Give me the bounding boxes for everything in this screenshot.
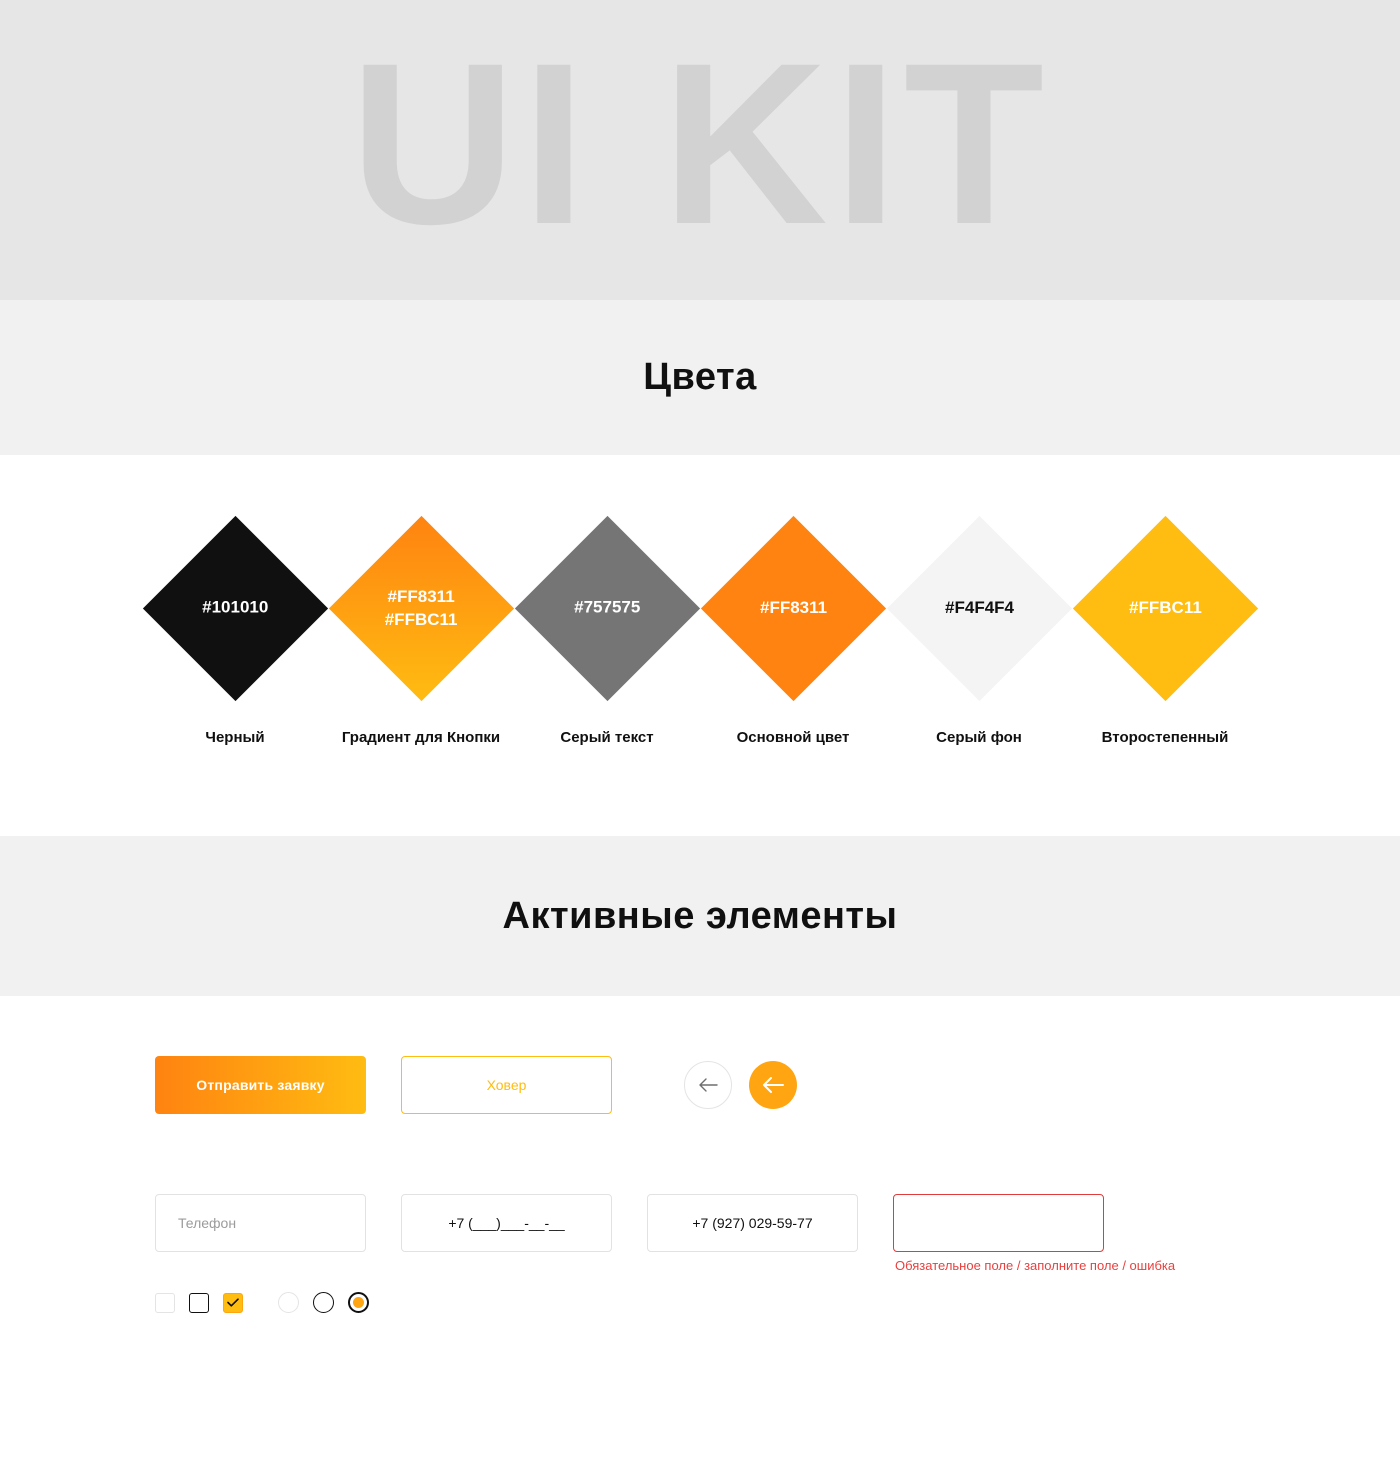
colors-section-header bbox=[0, 300, 1400, 455]
checkbox-unchecked-light[interactable] bbox=[155, 1293, 175, 1313]
diamond-wrap bbox=[1072, 515, 1258, 701]
swatch-name: Серый текст bbox=[560, 729, 654, 746]
diamond-hex-line-2: #FFBC11 bbox=[384, 609, 458, 628]
buttons-row bbox=[0, 1056, 1400, 1114]
circle-buttons-group bbox=[684, 1061, 797, 1109]
diamond-shape bbox=[886, 515, 1071, 700]
mask-field-group bbox=[401, 1194, 612, 1252]
active-elements-block bbox=[0, 996, 1400, 1413]
radio-dot bbox=[353, 1297, 364, 1308]
color-swatch bbox=[328, 515, 514, 746]
filled-field-group bbox=[647, 1194, 858, 1252]
hero-banner bbox=[0, 0, 1400, 300]
controls-row bbox=[0, 1292, 1400, 1313]
inputs-row bbox=[0, 1194, 1400, 1273]
diamond-hex-label: #FF8311 bbox=[759, 597, 827, 617]
error-field-group bbox=[893, 1194, 1176, 1273]
phone-input[interactable] bbox=[155, 1194, 366, 1252]
diamond-hex-label: #FFBC11 bbox=[1128, 597, 1202, 617]
diamond-wrap bbox=[514, 515, 700, 701]
diamond-shape bbox=[514, 515, 699, 700]
color-swatch bbox=[1072, 515, 1258, 746]
hover-state-button[interactable]: Ховер bbox=[401, 1056, 612, 1114]
diamond-shape bbox=[700, 515, 885, 700]
phone-error-input[interactable] bbox=[893, 1194, 1104, 1252]
colors-block bbox=[0, 455, 1400, 836]
diamond-wrap bbox=[328, 515, 514, 701]
swatch-name: Градиент для Кнопки bbox=[341, 729, 501, 746]
diamond-hex-label: #101010 bbox=[201, 597, 269, 617]
colors-section-title: Цвета bbox=[643, 356, 757, 398]
color-swatch-row bbox=[0, 515, 1400, 746]
color-swatch bbox=[886, 515, 1072, 746]
active-section-header bbox=[0, 836, 1400, 996]
error-message: Обязательное поле / заполните поле / ошибка bbox=[895, 1258, 1176, 1273]
radio-unchecked-light[interactable] bbox=[278, 1292, 299, 1313]
radio-unchecked-dark[interactable] bbox=[313, 1292, 334, 1313]
checkbox-unchecked-dark[interactable] bbox=[189, 1293, 209, 1313]
checkbox-checked[interactable] bbox=[223, 1293, 243, 1313]
color-swatch bbox=[514, 515, 700, 746]
submit-request-button[interactable]: Отправить заявку bbox=[155, 1056, 366, 1114]
arrow-left-icon bbox=[698, 1078, 718, 1092]
active-section-title: Активные элементы bbox=[502, 894, 898, 937]
diamond-shape bbox=[328, 515, 513, 700]
diamond-hex-label: #757575 bbox=[573, 597, 641, 617]
radio-checked[interactable] bbox=[348, 1292, 369, 1313]
hero-title: UI KIT bbox=[349, 15, 1051, 272]
swatch-name: Серый фон bbox=[936, 729, 1022, 746]
check-icon bbox=[227, 1298, 239, 1307]
diamond-wrap bbox=[886, 515, 1072, 701]
diamond-wrap bbox=[700, 515, 886, 701]
diamond-shape bbox=[1072, 515, 1257, 700]
diamond-hex-label bbox=[385, 585, 458, 631]
phone-mask-input[interactable] bbox=[401, 1194, 612, 1252]
swatch-name: Основной цвет bbox=[736, 729, 850, 746]
color-swatch bbox=[142, 515, 328, 746]
swatch-name: Второстепенный bbox=[1101, 729, 1229, 746]
back-button-default[interactable] bbox=[684, 1061, 732, 1109]
diamond-hex-line-1: #FF8311 bbox=[387, 586, 455, 606]
color-swatch bbox=[700, 515, 886, 746]
phone-filled-input[interactable] bbox=[647, 1194, 858, 1252]
diamond-wrap bbox=[142, 515, 328, 701]
arrow-left-icon bbox=[762, 1077, 784, 1093]
back-button-active[interactable] bbox=[749, 1061, 797, 1109]
diamond-shape bbox=[142, 515, 327, 700]
swatch-name: Черный bbox=[205, 729, 265, 746]
diamond-hex-label: #F4F4F4 bbox=[944, 597, 1014, 617]
phone-field-group bbox=[155, 1194, 366, 1252]
controls-group bbox=[155, 1292, 369, 1313]
